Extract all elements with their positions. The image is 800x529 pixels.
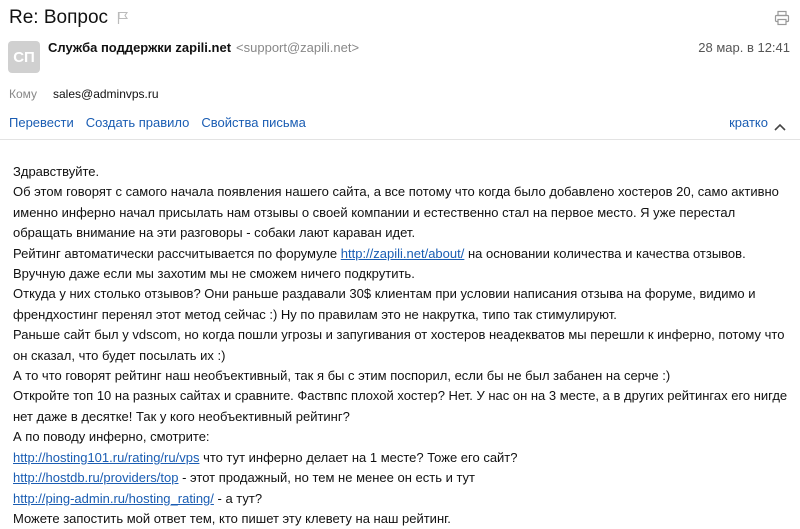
message-subject: Re: Вопрос [9,7,109,28]
recipient-row [9,87,159,101]
body-paragraph: А по поводу инферно, смотрите: [13,429,210,445]
text-span: что тут инферно делает на 1 месте? Тоже его сайт? [199,449,518,465]
message-body [13,162,793,529]
body-paragraph [13,448,793,468]
body-paragraph: Раньше сайт был у vdscom, но когда пошли угрозы и запугивания от хостеров неадекватов мы перешли к инферно, потому что он сказал, что будет посылать их :) [13,327,785,363]
translate-link[interactable]: Перевести [9,115,74,130]
avatar: СП [8,41,40,73]
body-paragraph: Можете запостить мой ответ тем, кто пишет эту клевету на наш рейтинг. [13,510,451,526]
ping-admin-link[interactable]: http://ping-admin.ru/hosting_rating/ [13,490,214,506]
message-properties-link[interactable]: Свойства письма [201,115,306,130]
create-rule-link[interactable]: Создать правило [85,115,190,130]
body-paragraph: А то что говорят рейтинг наш необъективный, так я бы с этим поспорил, если бы не был забанен на серче :) [13,368,671,384]
text-span: на основании количества и качества отзывов. Вручную даже если мы захотим мы не сможем ничего подкрутить. [13,245,746,282]
recipient-email[interactable]: sales@adminvps.ru [53,87,159,101]
message-date: 28 мар. в 12:41 [698,40,790,55]
body-paragraph [13,468,793,488]
message-actions [9,115,306,130]
flag-icon[interactable] [117,11,129,25]
sender-email[interactable]: <support@zapili.net> [236,40,360,55]
to-label: Кому [9,87,38,101]
sender-name[interactable]: Служба поддержки zapili.net [48,40,232,55]
sender [48,40,359,55]
about-link[interactable]: http://zapili.net/about/ [340,245,465,261]
body-paragraph [13,244,793,285]
text-span: - а тут? [213,490,263,506]
text-span: - этот продажный, но тем не менее он есть и тут [178,470,476,486]
collapse-label: кратко [729,115,768,130]
subject-row [9,6,129,30]
collapse-toggle[interactable] [729,115,786,130]
hostdb-link[interactable]: http://hostdb.ru/providers/top [13,470,179,486]
hosting101-link[interactable]: http://hosting101.ru/rating/ru/vps [13,449,200,465]
chevron-up-icon [774,119,786,127]
body-paragraph [13,489,793,509]
header-divider [0,139,800,140]
print-icon[interactable] [774,10,790,26]
text-span: Рейтинг автоматически рассчитывается по форумуле [13,245,341,261]
greeting: Здравствуйте. [13,164,100,179]
body-paragraph: Откройте топ 10 на разных сайтах и сравните. Фаствпс плохой хостер? Нет. У нас он на 3 месте, а в других рейтингах его нигде нет даже в десятке! Так у кого необъективный рейтинг? [13,388,788,424]
body-paragraph: Об этом говорят с самого начала появления нашего сайта, а все потому что когда было добавлено хостеров 20, само активно именно инферно начал присылать нам отзывы о своей компании и естественно стал на первое место. Я уже перестал обращать внимание на эти разговоры - собаки лают караван идет. [13,184,779,241]
body-paragraph: Откуда у них столько отзывов? Они раньше раздавали 30$ клиентам при условии написания отзыва на форуме, видимо и френдхостинг перенял этот метод сейчас :) Ну по правилам это не накрутка, типо так стимулируют. [13,286,756,322]
